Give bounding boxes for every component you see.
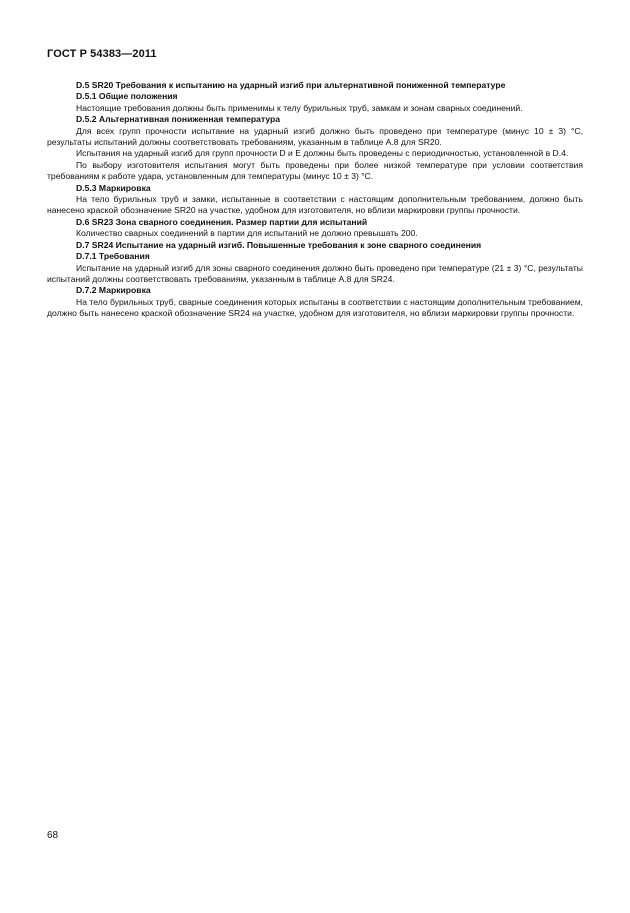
section-heading-d7-2: D.7.2 Маркировка [76,285,151,296]
page-number: 68 [47,830,59,841]
paragraph-d5-3: На тело бурильных труб и замки, испытанные в соответствии с настоящим дополнительным требованием, должно быть нанесено краской обозначение SR20 на участке, удобном для изготовителя, но вблизи маркировки группы прочности. [47,194,583,216]
paragraph-d5-1: Настоящие требования должны быть применимы к телу бурильных труб, замкам и зонам сварных соединений. [76,102,523,113]
section-heading-d7: D.7 SR24 Испытание на ударный изгиб. Повышенные требования к зоне сварного соединения [76,239,482,250]
section-heading-d7-1: D.7.1 Требования [76,251,150,262]
section-heading-d5-3: D.5.3 Маркировка [76,182,151,193]
section-heading-d5: D.5 SR20 Требования к испытанию на ударный изгиб при альтернативной пониженной температуре [76,80,506,90]
paragraph-d6: Количество сварных соединений в партии для испытаний не должно превышать 200. [76,228,418,239]
paragraph-d5-2-a: Для всех групп прочности испытание на ударный изгиб должно быть проведено при температуре (минус 10 ± 3) °С, результаты испытаний должны соответствовать требованиям, указанным в таблице А.8 для SR20. [47,125,583,148]
document-id-header: ГОСТ Р 54383—2011 [47,48,157,60]
section-heading-d5-2: D.5.2 Альтернативная пониженная температура [76,114,281,125]
paragraph-d7-1: Испытание на ударный изгиб для зоны сварного соединения должно быть проведено при температуре (21 ± 3) °С, результаты испытаний должны соответствовать требованиям, указанным в таблице А.8 для SR24. [47,262,583,284]
section-heading-d5-1: D.5.1 Общие положения [76,91,178,102]
paragraph-d5-2-c: По выбору изготовителя испытания могут быть проведены при более низкой температуре при условии соответствия требованиям к работе удара, установленным для температуры (минус 10 ± 3) °С. [47,159,583,182]
paragraph-d7-2: На тело бурильных труб, сварные соединения которых испытаны в соответствии с настоящим дополнительным требованием, должно быть нанесено краской обозначение SR24 на участке, удобном для изготовителя, но вблизи маркировки группы прочности. [47,296,583,319]
paragraph-d5-2-b: Испытания на ударный изгиб для групп прочности D и Е должны быть проведены с периодичностью, установленной в D.4. [76,148,569,159]
document-body [47,80,583,320]
section-heading-d6: D.6 SR23 Зона сварного соединения. Размер партии для испытаний [76,216,368,227]
